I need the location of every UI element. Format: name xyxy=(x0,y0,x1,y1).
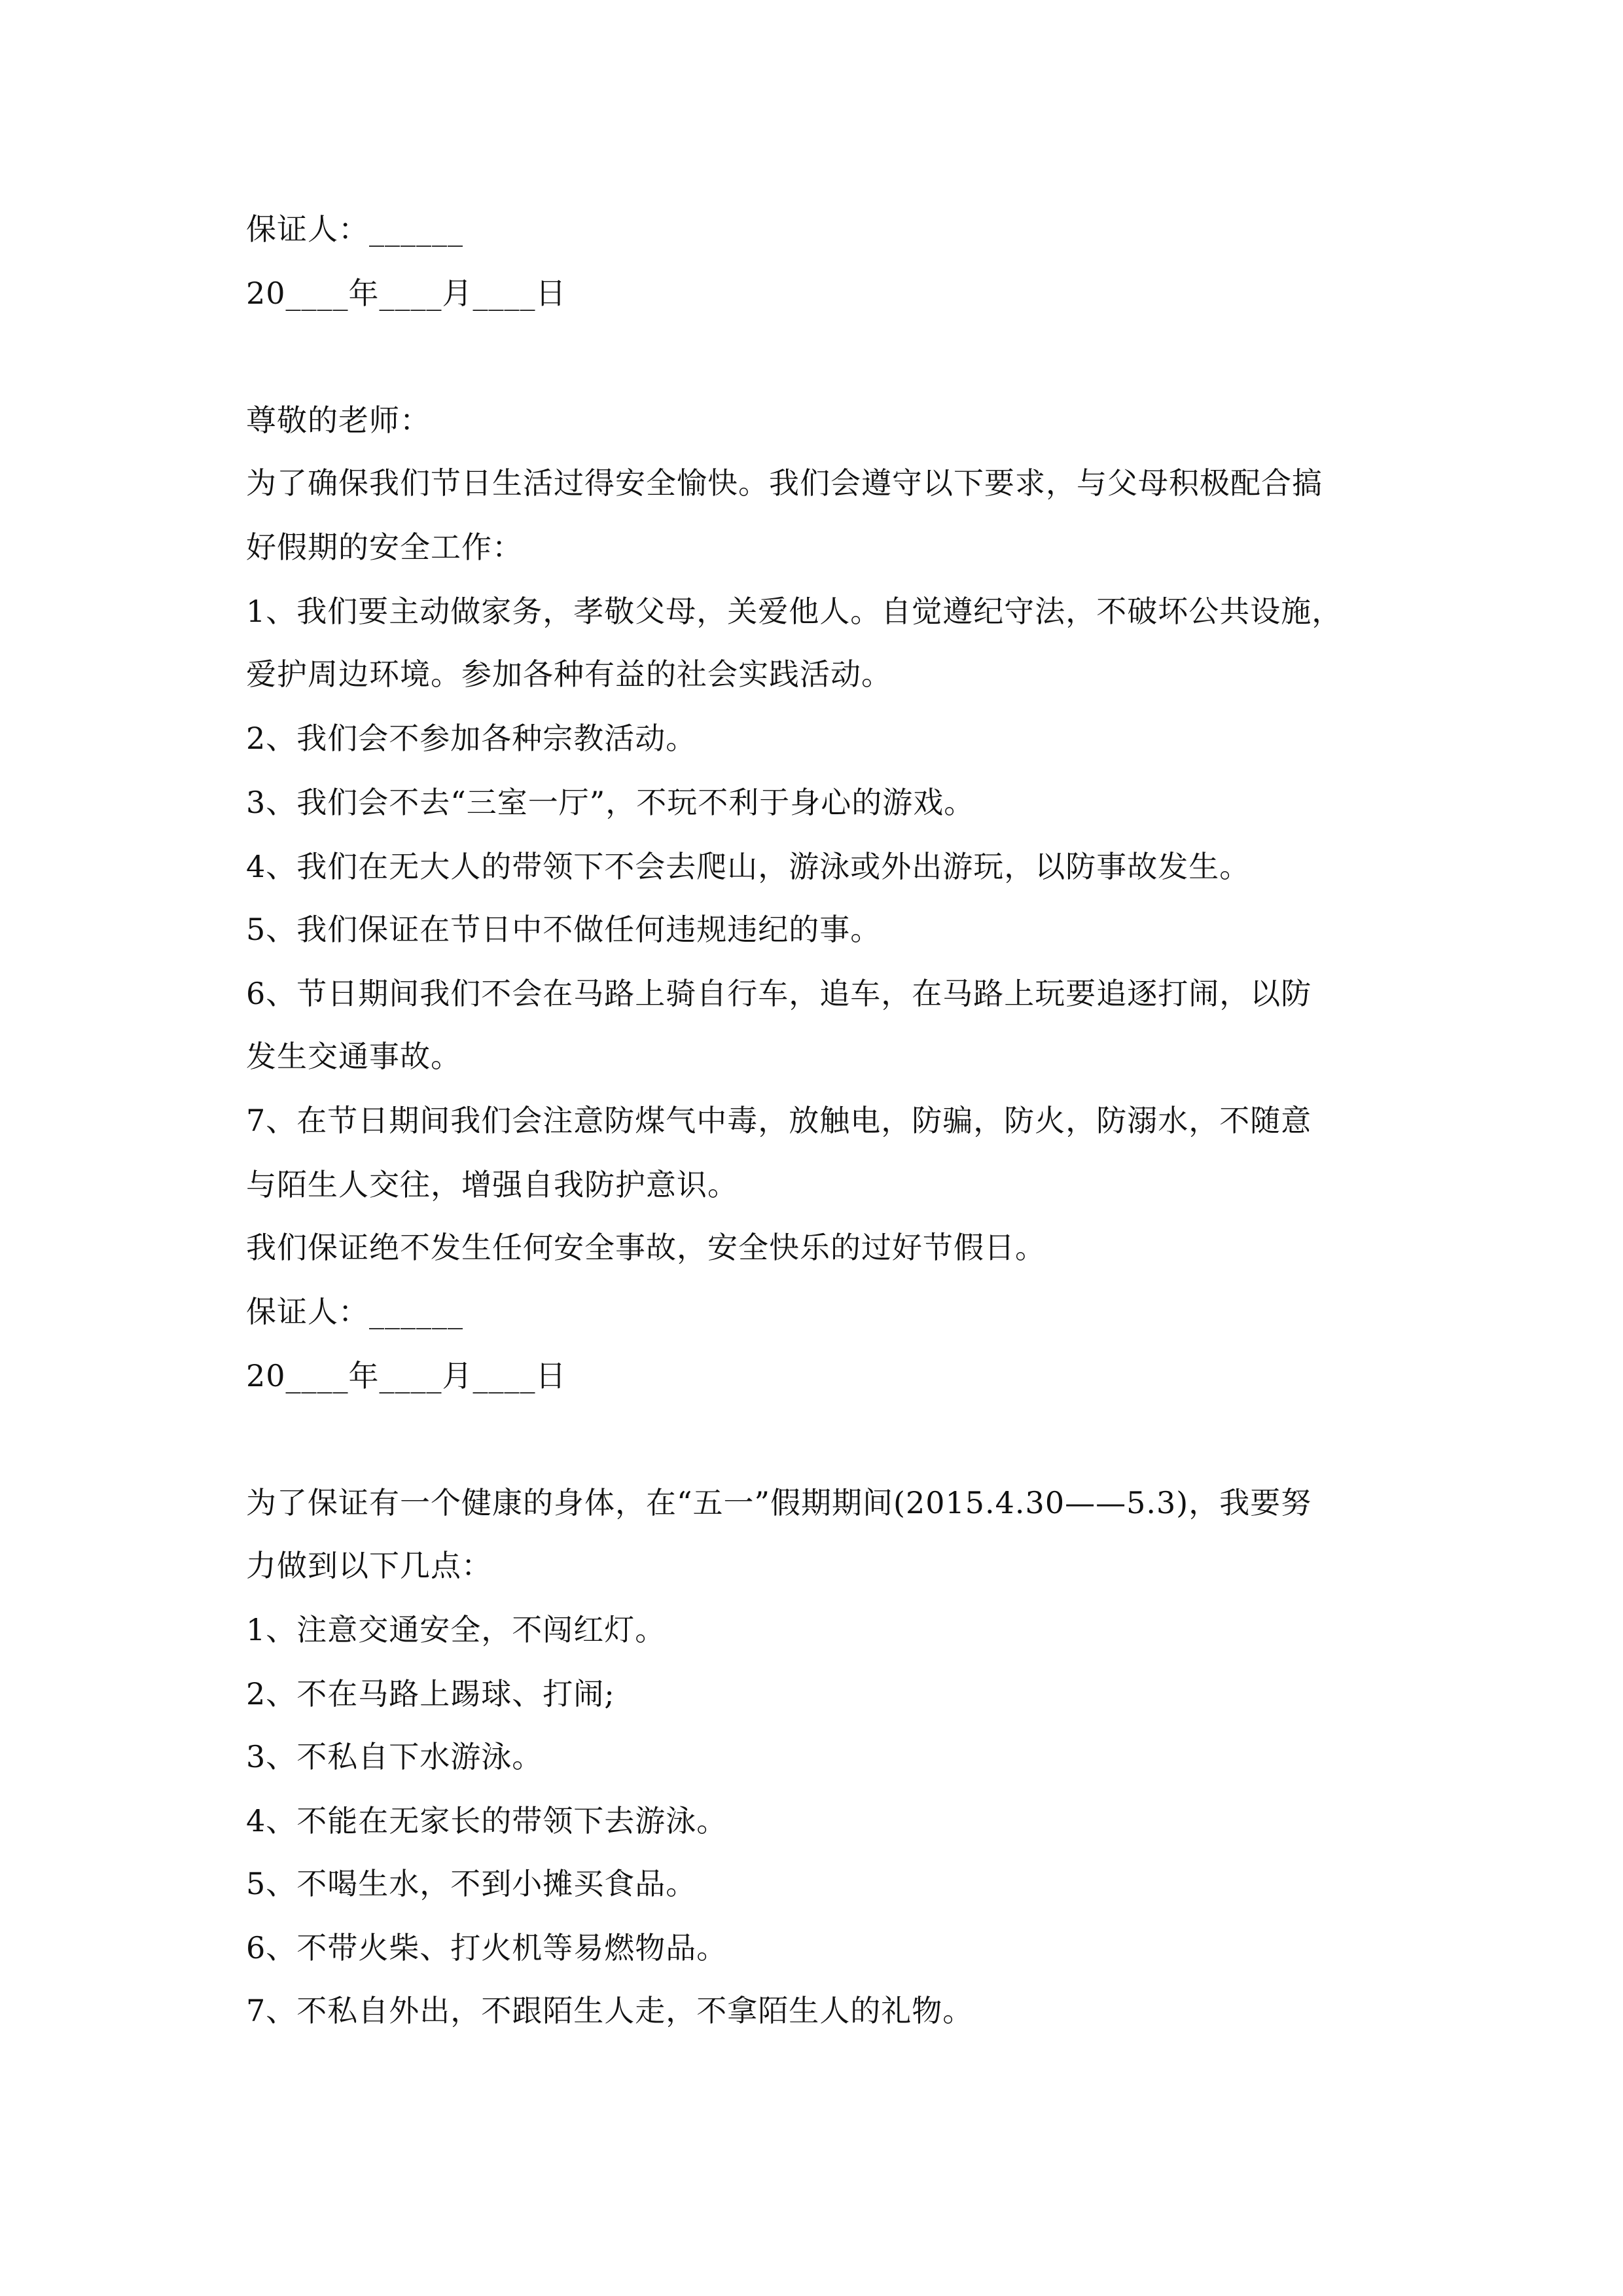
list-item: 2、我们会不参加各种宗教活动。 xyxy=(246,721,697,756)
list-item: 4、不能在无家长的带领下去游泳。 xyxy=(246,1803,728,1839)
list-item: 3、不私自下水游泳。 xyxy=(246,1739,543,1774)
intro-line: 力做到以下几点： xyxy=(246,1548,492,1583)
intro-line: 好假期的安全工作： xyxy=(246,529,523,565)
list-item-continuation: 爱护周边环境。参加各种有益的社会实践活动。 xyxy=(246,656,892,692)
list-item: 6、节日期间我们不会在马路上骑自行车，追车，在马路上玩要追逐打闹，以防 xyxy=(246,976,1312,1011)
signer-line: 保证人：______ xyxy=(246,211,463,247)
list-item-continuation: 发生交通事故。 xyxy=(246,1039,461,1074)
intro-line: 为了保证有一个健康的身体，在“五一”假期期间(2015.4.30——5.3)，我要努 xyxy=(246,1485,1312,1520)
list-item: 3、我们会不去“三室一厅”，不玩不利于身心的游戏。 xyxy=(246,785,975,820)
intro-line: 为了确保我们节日生活过得安全愉快。我们会遵守以下要求，与父母积极配合搞 xyxy=(246,465,1323,501)
date-line: 20____年____月____日 xyxy=(246,276,567,311)
closing-statement: 我们保证绝不发生任何安全事故，安全快乐的过好节假日。 xyxy=(246,1230,1046,1265)
list-item: 1、我们要主动做家务，孝敬父母，关爱他人。自觉遵纪守法，不破坏公共设施， xyxy=(246,594,1343,629)
signer-line: 保证人：______ xyxy=(246,1294,463,1329)
list-item: 1、注意交通安全，不闯红灯。 xyxy=(246,1612,666,1647)
list-item: 5、我们保证在节日中不做任何违规违纪的事。 xyxy=(246,912,882,947)
list-item: 4、我们在无大人的带领下不会去爬山，游泳或外出游玩，以防事故发生。 xyxy=(246,849,1251,884)
list-item: 7、不私自外出，不跟陌生人走，不拿陌生人的礼物。 xyxy=(246,1993,974,2028)
list-item: 6、不带火柴、打火机等易燃物品。 xyxy=(246,1930,728,1965)
date-line: 20____年____月____日 xyxy=(246,1358,567,1393)
salutation: 尊敬的老师： xyxy=(246,403,431,438)
list-item-continuation: 与陌生人交往，增强自我防护意识。 xyxy=(246,1167,738,1202)
list-item: 5、不喝生水，不到小摊买食品。 xyxy=(246,1866,697,1901)
list-item: 2、不在马路上踢球、打闹; xyxy=(246,1676,615,1712)
list-item: 7、在节日期间我们会注意防煤气中毒，放触电，防骗，防火，防溺水，不随意 xyxy=(246,1103,1312,1138)
